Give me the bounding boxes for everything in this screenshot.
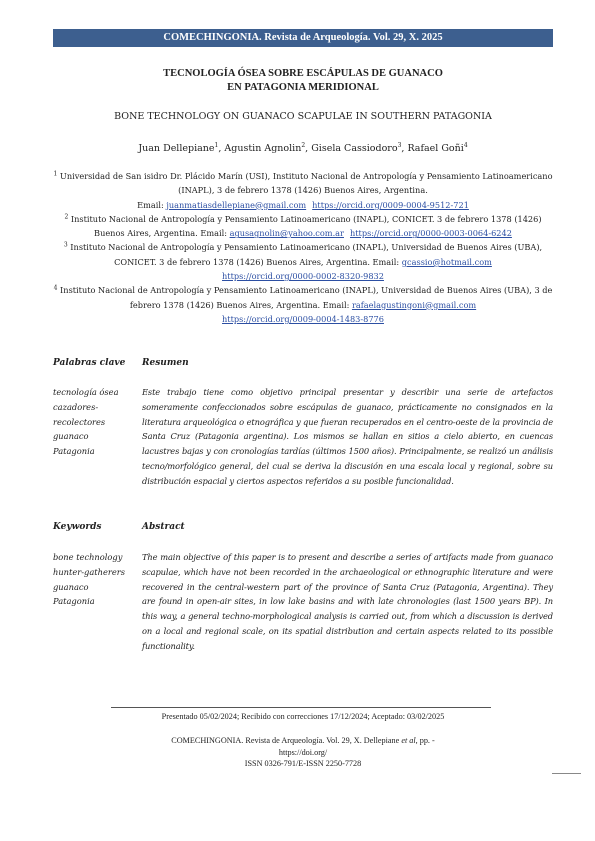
orcid-link[interactable]: https://orcid.org/0009-0004-9512-721	[312, 199, 469, 210]
author-affil-marker: 4	[463, 141, 468, 149]
keywords-heading-es: Palabras clave	[53, 358, 126, 368]
keyword: Patagonia	[53, 596, 95, 607]
corner-rule	[552, 773, 581, 774]
keyword: guanaco	[53, 431, 89, 442]
abstract-heading-en: Abstract	[142, 522, 185, 532]
author-name: Gisela Cassiodoro	[311, 143, 398, 154]
email-link[interactable]: gcassio@hotmail.com	[401, 256, 492, 267]
affiliation-1: $^1$ Universidad de San isidro Dr. Plácido Marín (USI), Instituto Nacional de Antropología y Pensamiento Latinoamericano (INAPL), 3 de febrero 1378 (1426) Buenos Aires, Argentina. Email: juanmatiasdellepiane@gmail.com https://orcid.org/0009-0004-9512-721	[53, 170, 553, 210]
english-title: BONE TECHNOLOGY ON GUANACO SCAPULAE IN SOUTHERN PATAGONIA	[114, 111, 492, 122]
author-name: Rafael Goñi	[407, 143, 464, 154]
author-affil-marker: 1	[214, 141, 219, 149]
citation-block	[53, 735, 553, 770]
keyword: guanaco	[53, 581, 89, 592]
affiliation-2: $^2$ Instituto Nacional de Antropología y Pensamiento Latinoamericano (INAPL), CONICET. 3 de febrero 1378 (1426) Buenos Aires, Argentina. Email: agusagnolin@yahoo.com.ar https://orcid.org/0000-0003-0064-6242	[64, 213, 542, 239]
article-title	[53, 67, 553, 95]
affiliation-4: $^4$ Instituto Nacional de Antropología y Pensamiento Latinoamericano (INAPL), Universidad de Buenos Aires (UBA), 3 de febrero 1378 (1426) Buenos Aires, Argentina. Email: rafaelagustingoni@gmail.com https://orcid.org/0009-0004-1483-8776	[53, 284, 553, 324]
issn: ISSN 0326-791/E-ISSN 2250-7728	[244, 759, 362, 768]
keyword: recolectores	[53, 416, 106, 427]
keywords-list-es	[53, 385, 133, 459]
keyword: Patagonia	[53, 446, 95, 457]
keyword: hunter-gatherers	[53, 566, 125, 577]
author-affil-marker: 2	[301, 141, 306, 149]
author-affil-marker: 3	[397, 141, 402, 149]
orcid-link[interactable]: https://orcid.org/0000-0002-8320-9832	[222, 271, 384, 282]
title-line-1: TECNOLOGÍA ÓSEA SOBRE ESCÁPULAS DE GUANACO	[163, 68, 443, 79]
abstract-heading-es: Resumen	[142, 358, 189, 368]
affiliations	[53, 169, 553, 326]
email-link[interactable]: juanmatiasdellepiane@gmail.com	[166, 199, 307, 210]
keywords-heading-en: Keywords	[53, 522, 102, 532]
journal-banner: COMECHINGONIA. Revista de Arqueología. Vol. 29, X. 2025	[53, 29, 553, 47]
email-link[interactable]: rafaelagustingoni@gmail.com	[351, 299, 477, 310]
abstract-en: The main objective of this paper is to present and describe a series of artifacts made from guanaco scapulae, which have not been recorded in the archaeological or ethnographic literature and were recovered in the central-western part of the province of Santa Cruz (Patagonia, Argentina). They are found in open-air sites, in low lake basins and with late chronologies (last 1500 years BP). In this way, a general techno-morphological analysis is carried out, from which a discussion is derived on a local and regional scale, on its spatial distribution and certain aspects related to its possible functionality.	[142, 552, 553, 651]
abstract-es: Este trabajo tiene como objetivo principal presentar y describir una serie de artefactos someramente confeccionados sobre escápulas de guanaco, prácticamente no consignados en la literatura arqueológica o etnográfica y que fueran recuperados en el centro-oeste de la provincia de Santa Cruz (Patagonia argentina). Los mismos se hallan en sitios a cielo abierto, en cuencas lacustres bajas y con cronologías tardías (últimos 1500 años). Principalmente, se realizó un análisis tecno/morfológico general, del cual se deriva la discusión en una escala local y regional, sobre su distribución espacial y ciertos aspectos referidos a su posible funcionalidad.	[142, 387, 553, 486]
author-name: Juan Dellepiane	[138, 143, 215, 154]
keyword: cazadores-	[53, 401, 99, 412]
keywords-list-en	[53, 550, 133, 609]
footer-divider	[111, 707, 491, 708]
keyword: bone technology	[53, 552, 123, 562]
citation-line: COMECHINGONIA. Revista de Arqueología. Vol. 29, X. Dellepiane et al, pp. -	[171, 736, 435, 745]
author-list: Juan Dellepiane$^1$, Agustin Agnolin$^2$, Gisela Cassiodoro$^3$, Rafael Goñi$^4$	[138, 141, 468, 154]
keyword: tecnología ósea	[53, 387, 119, 397]
submission-dates: Presentado 05/02/2024; Recibido con correcciones 17/12/2024; Aceptado: 03/02/2025	[161, 712, 445, 721]
doi-link[interactable]: https://doi.org/	[278, 747, 328, 757]
orcid-link[interactable]: https://orcid.org/0009-0004-1483-8776	[222, 313, 384, 324]
email-link[interactable]: agusagnolin@yahoo.com.ar	[229, 228, 344, 239]
author-name: Agustin Agnolin	[224, 143, 302, 154]
title-line-2: EN PATAGONIA MERIDIONAL	[227, 82, 379, 93]
orcid-link[interactable]: https://orcid.org/0000-0003-0064-6242	[349, 228, 512, 239]
affiliation-3: $^3$ Instituto Nacional de Antropología y Pensamiento Latinoamericano (INAPL), Universidad de Buenos Aires (UBA), CONICET. 3 de febrero 1378 (1426) Buenos Aires, Argentina. Email: gcassio@hotmail.com https://orcid.org/0000-0002-8320-9832	[63, 241, 543, 282]
